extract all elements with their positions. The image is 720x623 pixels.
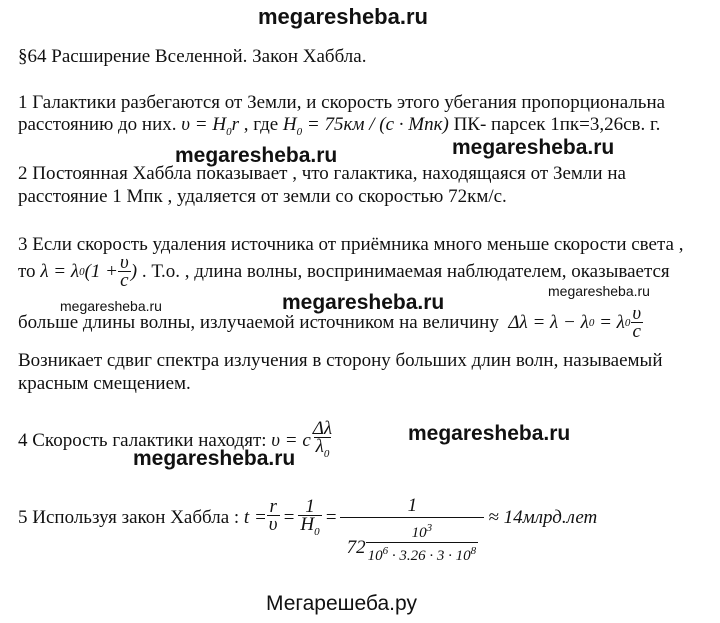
watermark-top: megaresheba.ru (258, 4, 428, 29)
watermark: megaresheba.ru (548, 283, 650, 299)
paragraph-2-line-1: 2 Постоянная Хаббла показывает , что галактика, находящаяся от Земли на (18, 163, 626, 184)
watermark: megaresheba.ru (133, 447, 296, 470)
watermark: megaresheba.ru (60, 298, 162, 314)
formula-age-estimate: t = $\frac{r}{\upsilon}$ = $\frac{1}{H_0}$ = 1 72 $\frac{10^3}{10^6 \cdot 3.26 \cdot 3 \cdot 10^8}$ ≈ 14млрд.лет (243, 495, 598, 564)
formula-galaxy-speed: υ = c $\frac{\Delta\lambda}{\lambda_0}$ (271, 420, 334, 463)
paragraph-3-line-1: 3 Если скорость удаления источника от приёмника много меньше скорости света , (18, 234, 684, 255)
text: 5 Используя закон Хаббла : (18, 507, 240, 528)
watermark: megaresheba.ru (175, 144, 338, 167)
text: ПК- парсек 1пк=3,26св. г. (453, 114, 661, 135)
text: 4 Скорость галактики находят: (18, 430, 267, 452)
paragraph-3-line-5: красным смещением. (18, 373, 191, 394)
paragraph-4 (18, 420, 334, 463)
text: больше длины волны, излучаемой источником на величину (18, 311, 499, 333)
text: , где (243, 114, 279, 135)
paragraph-3-line-4: Возникает сдвиг спектра излучения в сторону больших длин волн, называемый (18, 350, 663, 371)
watermark: megaresheba.ru (408, 422, 571, 445)
formula-hubble-constant: $H_0 = 75км / (с \cdot Мпк)$ (282, 114, 449, 138)
formula-hubble-law: $\upsilon = H_0r$ (181, 114, 239, 138)
paragraph-5 (18, 497, 597, 565)
watermark: megaresheba.ru (452, 136, 615, 159)
formula-doppler: λ = λ 0 (1 + $\frac{\upsilon}{c}$ ) (40, 252, 138, 291)
paragraph-3-line-3 (18, 305, 643, 340)
paragraph-1-line-2 (18, 114, 660, 143)
text: то (18, 260, 36, 282)
paragraph-2-line-2: расстояние 1 Мпк , удаляется от земли со скоростью 72км/с. (18, 186, 507, 207)
text: расстоянию до них. (18, 114, 177, 135)
paragraph-1-line-1: 1 Галактики разбегаются от Земли, и скорость этого убегания пропорциональна (18, 92, 666, 113)
paragraph-3-line-2 (18, 254, 670, 289)
text: . Т.о. , длина волны, воспринимаемая наблюдателем, оказывается (141, 260, 670, 282)
watermark: megaresheba.ru (282, 291, 445, 314)
section-heading: §64 Расширение Вселенной. Закон Хаббла. (18, 46, 367, 67)
watermark-bottom: Мегарешеба.ру (266, 592, 417, 615)
formula-redshift: Δλ = λ − λ 0 = λ 0 $\frac{\upsilon}{c}$ (508, 303, 642, 342)
